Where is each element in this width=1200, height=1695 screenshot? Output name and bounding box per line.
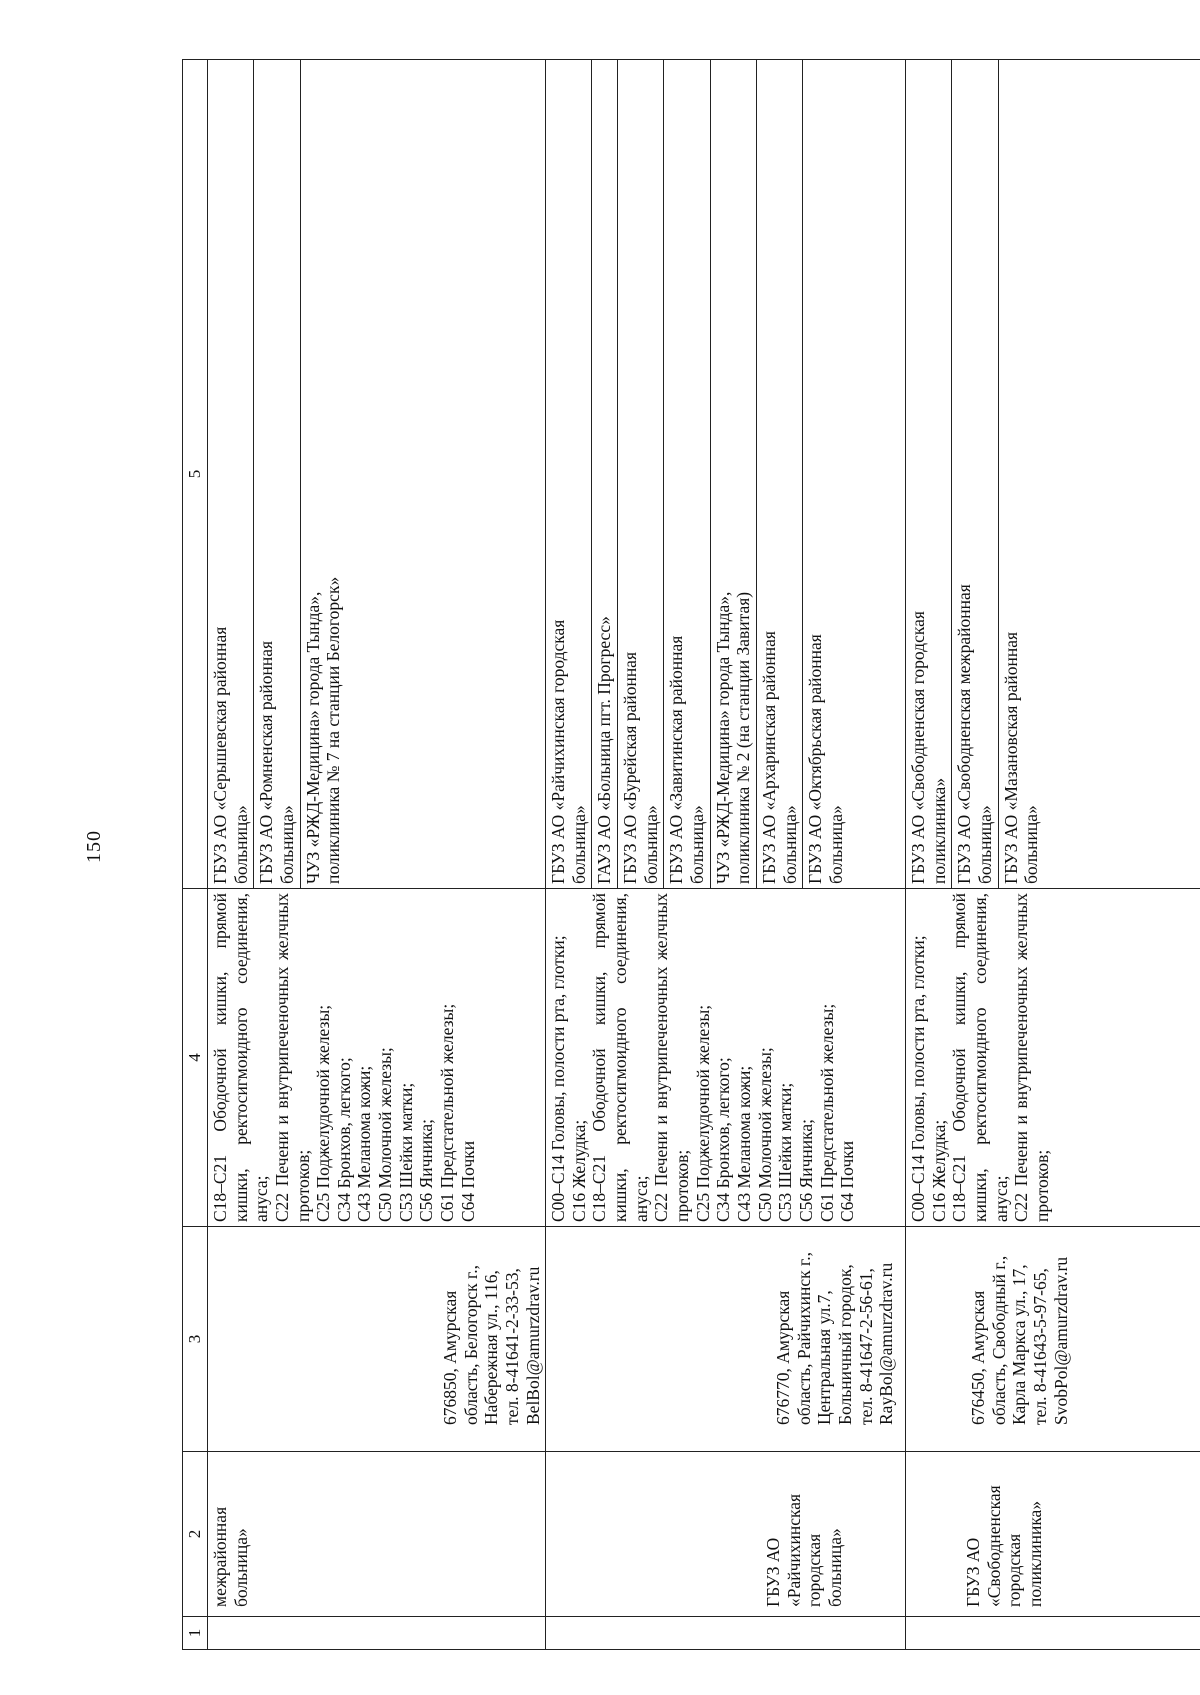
diagnosis-item: С18–С21 Ободочной кишки, прямой кишки, ректосигмоидного соединения, ануса; bbox=[210, 893, 272, 1222]
institution-name: ГБУЗ АО «Архаринская районная больница» bbox=[758, 631, 800, 884]
institution-name: ГБУЗ АО «Завитинская районная больница» bbox=[666, 635, 708, 884]
diagnosis-item: С16 Желудка; bbox=[928, 1119, 949, 1222]
rotated-table-wrapper bbox=[182, 60, 1192, 1650]
institution-name: ГБУЗ АО «Райчихинская городская больница» bbox=[548, 619, 589, 884]
attached-institutions-cell bbox=[208, 60, 546, 889]
diagnosis-item: С00–С14 Головы, полости рта, глотки; bbox=[548, 935, 569, 1222]
diagnosis-item: С34 Бронхов, легкого; bbox=[713, 1057, 734, 1222]
column-number-1: 1 bbox=[183, 1617, 208, 1650]
organization-name: ГБУЗ АО «Райчихинская городская больница» bbox=[763, 1493, 846, 1607]
address-cell bbox=[546, 1227, 906, 1452]
attached-institutions-cell bbox=[906, 60, 1200, 889]
row-number-cell bbox=[208, 1617, 546, 1650]
institution-name: ГБУЗ АО «Свободненская городская поликлиника» bbox=[908, 611, 949, 884]
address-contact: 676450, Амурская область, Свободный г., Карла Маркса ул., 17, тел. 8-41643-5-97-65, SvobPol@amurzdrav.ru bbox=[968, 1255, 1071, 1425]
attached-institution bbox=[999, 60, 1044, 888]
attached-institution bbox=[711, 60, 757, 888]
diagnosis-item: С53 Шейки матки; bbox=[775, 1082, 796, 1222]
diagnosis-item: С43 Меланома кожи; bbox=[354, 1065, 375, 1222]
address-contact: 676850, Амурская область, Белогорск г., Набережная ул., 116, тел. 8-41641-2-33-53, BelBol@amurzdrav.ru bbox=[440, 1264, 543, 1425]
diagnosis-item: С22 Печени и внутрипеченочных желчных протоков; bbox=[1011, 893, 1053, 1222]
attached-institution bbox=[803, 60, 848, 888]
attached-institution bbox=[906, 60, 952, 888]
diagnosis-item: С22 Печени и внутрипеченочных желчных протоков; bbox=[651, 893, 693, 1222]
address-cell bbox=[906, 1227, 1200, 1452]
row-number-cell bbox=[906, 1617, 1200, 1650]
organization-name: ГБУЗ АО «Свободненская городская поликлиника» bbox=[963, 1485, 1046, 1607]
diagnosis-item: С56 Яичника; bbox=[795, 1119, 816, 1222]
attached-institution bbox=[254, 60, 300, 888]
table-row bbox=[546, 60, 906, 1650]
column-number-2: 2 bbox=[183, 1452, 208, 1617]
institution-name: ЧУЗ «РЖД-Медицина» города Тында», поликлиника № 2 (на станции Завитая) bbox=[712, 591, 754, 884]
attached-institution bbox=[664, 60, 710, 888]
column-number-4: 4 bbox=[183, 889, 208, 1227]
diagnosis-item: С18–С21 Ободочной кишки, прямой кишки, ректосигмоидного соединения, ануса; bbox=[949, 893, 1011, 1222]
diagnosis-item: С61 Предстательной железы; bbox=[816, 1003, 837, 1222]
organization-cell bbox=[208, 1452, 546, 1617]
attached-institution bbox=[592, 60, 618, 888]
table-row bbox=[208, 60, 546, 1650]
diagnosis-list bbox=[210, 893, 478, 1222]
diagnosis-item: С53 Шейки матки; bbox=[395, 1082, 416, 1222]
attached-institution bbox=[952, 60, 998, 888]
institution-name: ГБУЗ АО «Свободненская межрайонная больница» bbox=[954, 584, 996, 884]
diagnosis-list bbox=[908, 893, 1052, 1222]
institution-name: ГБУЗ АО «Мазановская районная больница» bbox=[1000, 631, 1042, 884]
institution-name: ГАУЗ АО «Больница пгт. Прогресс» bbox=[594, 616, 615, 884]
table-row bbox=[906, 60, 1200, 1650]
diagnosis-item: С25 Поджелудочной железы; bbox=[313, 1004, 334, 1222]
diagnosis-item: С64 Почки bbox=[457, 1140, 478, 1222]
institution-name: ГБУЗ АО «Бурейская районная больница» bbox=[620, 651, 661, 884]
diagnosis-codes-cell bbox=[906, 889, 1200, 1227]
column-number-3: 3 bbox=[183, 1227, 208, 1452]
diagnosis-item: С50 Молочной железы; bbox=[754, 1047, 775, 1222]
diagnosis-item: С64 Почки bbox=[837, 1140, 858, 1222]
diagnosis-item: С16 Желудка; bbox=[568, 1119, 589, 1222]
attached-institution bbox=[546, 60, 592, 888]
diagnosis-item: С56 Яичника; bbox=[416, 1119, 437, 1222]
diagnosis-list bbox=[548, 893, 858, 1222]
diagnosis-item: С43 Меланома кожи; bbox=[733, 1065, 754, 1222]
organization-cell bbox=[906, 1452, 1200, 1617]
attached-institutions-cell bbox=[546, 60, 906, 889]
diagnosis-item: С61 Предстательной железы; bbox=[437, 1003, 458, 1222]
diagnosis-codes-cell bbox=[546, 889, 906, 1227]
address-cell bbox=[208, 1227, 546, 1452]
diagnosis-item: С00–С14 Головы, полости рта, глотки; bbox=[908, 935, 929, 1222]
attached-institution bbox=[301, 60, 346, 888]
diagnosis-item: С25 Поджелудочной железы; bbox=[692, 1004, 713, 1222]
organization-cell bbox=[546, 1452, 906, 1617]
diagnosis-item: С50 Молочной железы; bbox=[375, 1047, 396, 1222]
organization-name: межрайонная больница» bbox=[210, 1506, 251, 1607]
page-number: 150 bbox=[83, 830, 105, 863]
institution-name: ГБУЗ АО «Октябрьская районная больница» bbox=[805, 634, 846, 884]
diagnosis-item: С22 Печени и внутрипеченочных желчных протоков; bbox=[271, 893, 313, 1222]
address-contact: 676770, Амурская область, Райчихинск г., Центральная ул.7, Больничный городок, тел. 8-41647-2-56-61, RayBol@amurzdrav.ru bbox=[773, 1252, 897, 1425]
header-row bbox=[183, 60, 208, 1650]
institution-name: ГБУЗ АО «Серышевская районная больница» bbox=[210, 626, 251, 884]
diagnosis-item: С18–С21 Ободочной кишки, прямой кишки, ректосигмоидного соединения, ануса; bbox=[589, 893, 651, 1222]
diagnosis-item: С34 Бронхов, легкого; bbox=[333, 1057, 354, 1222]
attached-institution bbox=[208, 60, 254, 888]
attached-institution bbox=[757, 60, 803, 888]
attached-institution bbox=[618, 60, 664, 888]
diagnosis-codes-cell bbox=[208, 889, 546, 1227]
row-number-cell bbox=[546, 1617, 906, 1650]
column-number-5: 5 bbox=[183, 60, 208, 889]
institution-name: ГБУЗ АО «Ромненская районная больница» bbox=[256, 640, 297, 884]
institution-name: ЧУЗ «РЖД-Медицина» города Тында», поликлиника № 7 на станции Белогорск» bbox=[302, 576, 344, 884]
medical-institutions-table bbox=[182, 59, 1200, 1650]
